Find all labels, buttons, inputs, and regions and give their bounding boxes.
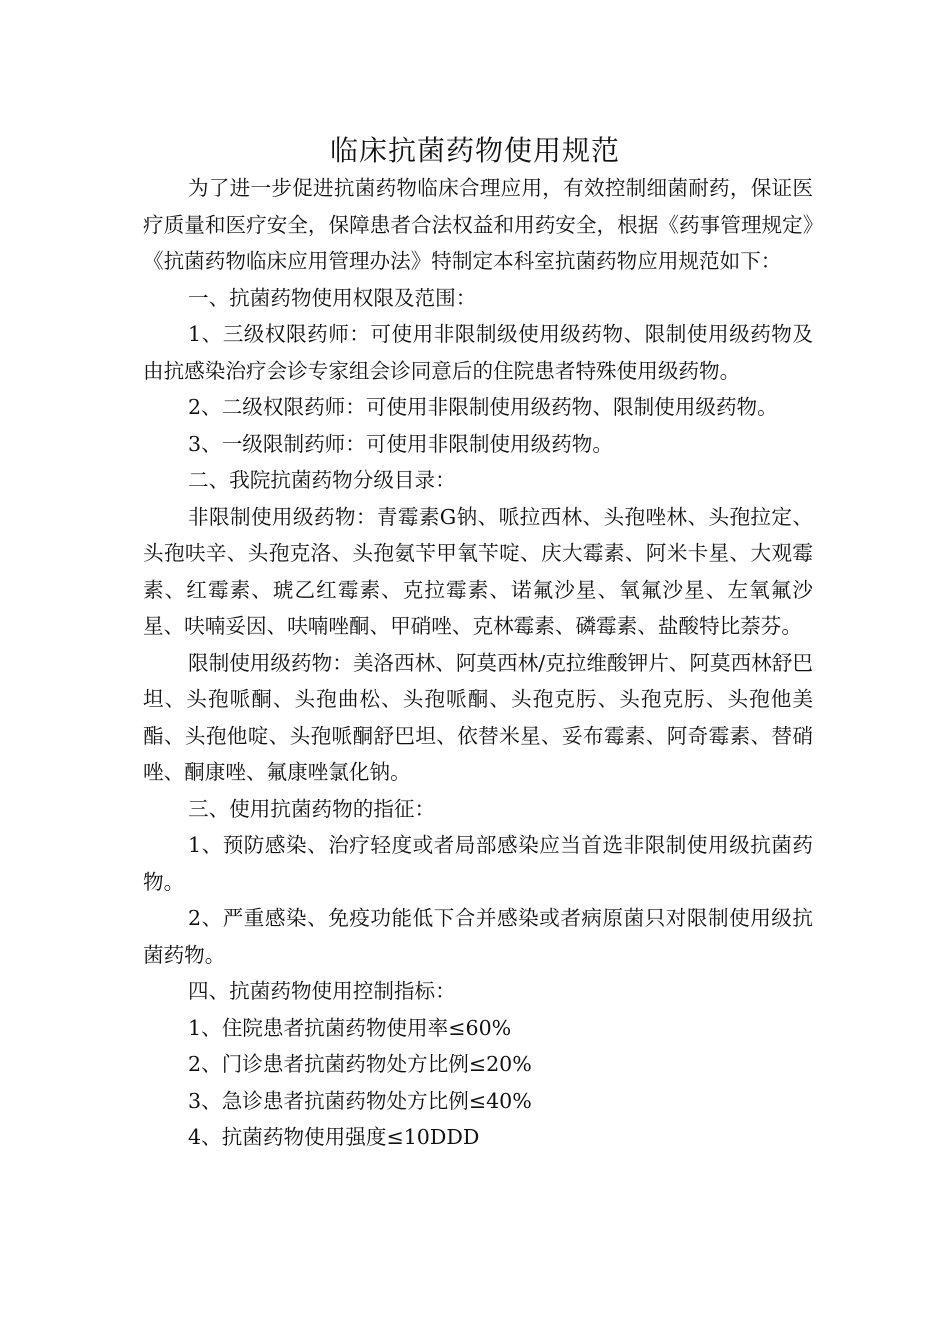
section-4-item-1: 1、住院患者抗菌药物使用率≤60% xyxy=(188,1015,512,1040)
section-1-heading: 一、抗菌药物使用权限及范围： xyxy=(188,285,477,310)
section-1-item-1: 1、三级权限药师：可使用非限制级使用级药物、限制使用级药物及由抗感染治疗会诊专家组会诊同意后的住院患者特殊使用级药物。 xyxy=(143,322,813,383)
section-3-item-2: 2、严重感染、免疫功能低下合并感染或者病原菌只对限制使用级抗菌药物。 xyxy=(143,906,813,967)
section-3-item-1: 1、预防感染、治疗轻度或者局部感染应当首选非限制使用级抗菌药物。 xyxy=(143,833,813,894)
restricted-drugs: 限制使用级药物：美洛西林、阿莫西林/克拉维酸钾片、阿莫西林舒巴坦、头孢哌酮、头孢曲松、头孢哌酮、头孢克肟、头孢克肟、头孢他美酯、头孢他啶、头孢哌酮舒巴坦、依替米星、妥布霉素、阿奇霉素、替硝唑、酮康唑、氟康唑氯化钠。 xyxy=(143,650,813,784)
section-4-item-3: 3、急诊患者抗菌药物处方比例≤40% xyxy=(188,1088,532,1113)
section-1-item-3: 3、一级限制药师：可使用非限制使用级药物。 xyxy=(188,431,613,456)
section-4-heading: 四、抗菌药物使用控制指标： xyxy=(188,979,456,1003)
intro-paragraph: 为了进一步促进抗菌药物临床合理应用，有效控制细菌耐药，保证医疗质量和医疗安全，保障患者合法权益和用药安全，根据《药事管理规定》《抗菌药物临床应用管理办法》特制定本科室抗菌药物应用规范如下： xyxy=(143,176,813,273)
section-1-item-2: 2、二级权限药师：可使用非限制使用级药物、限制使用级药物。 xyxy=(188,395,778,419)
document-title: 临床抗菌药物使用规范 xyxy=(329,134,620,167)
section-2-heading: 二、我院抗菌药物分级目录： xyxy=(188,468,456,492)
document-body xyxy=(143,170,813,1156)
section-4-item-4: 4、抗菌药物使用强度≤10DDD xyxy=(188,1125,480,1149)
section-3-heading: 三、使用抗菌药物的指征： xyxy=(188,796,436,821)
section-4-item-2: 2、门诊患者抗菌药物处方比例≤20% xyxy=(188,1052,532,1076)
non-restricted-drugs: 非限制使用级药物：青霉素G钠、哌拉西林、头孢唑林、头孢拉定、头孢呋辛、头孢克洛、头孢氨苄甲氧苄啶、庆大霉素、阿米卡星、大观霉素、红霉素、琥乙红霉素、克拉霉素、诺氟沙星、氧氟沙星、左氧氟沙星、呋喃妥因、呋喃唑酮、甲硝唑、克林霉素、磷霉素、盐酸特比萘芬。 xyxy=(143,504,813,638)
